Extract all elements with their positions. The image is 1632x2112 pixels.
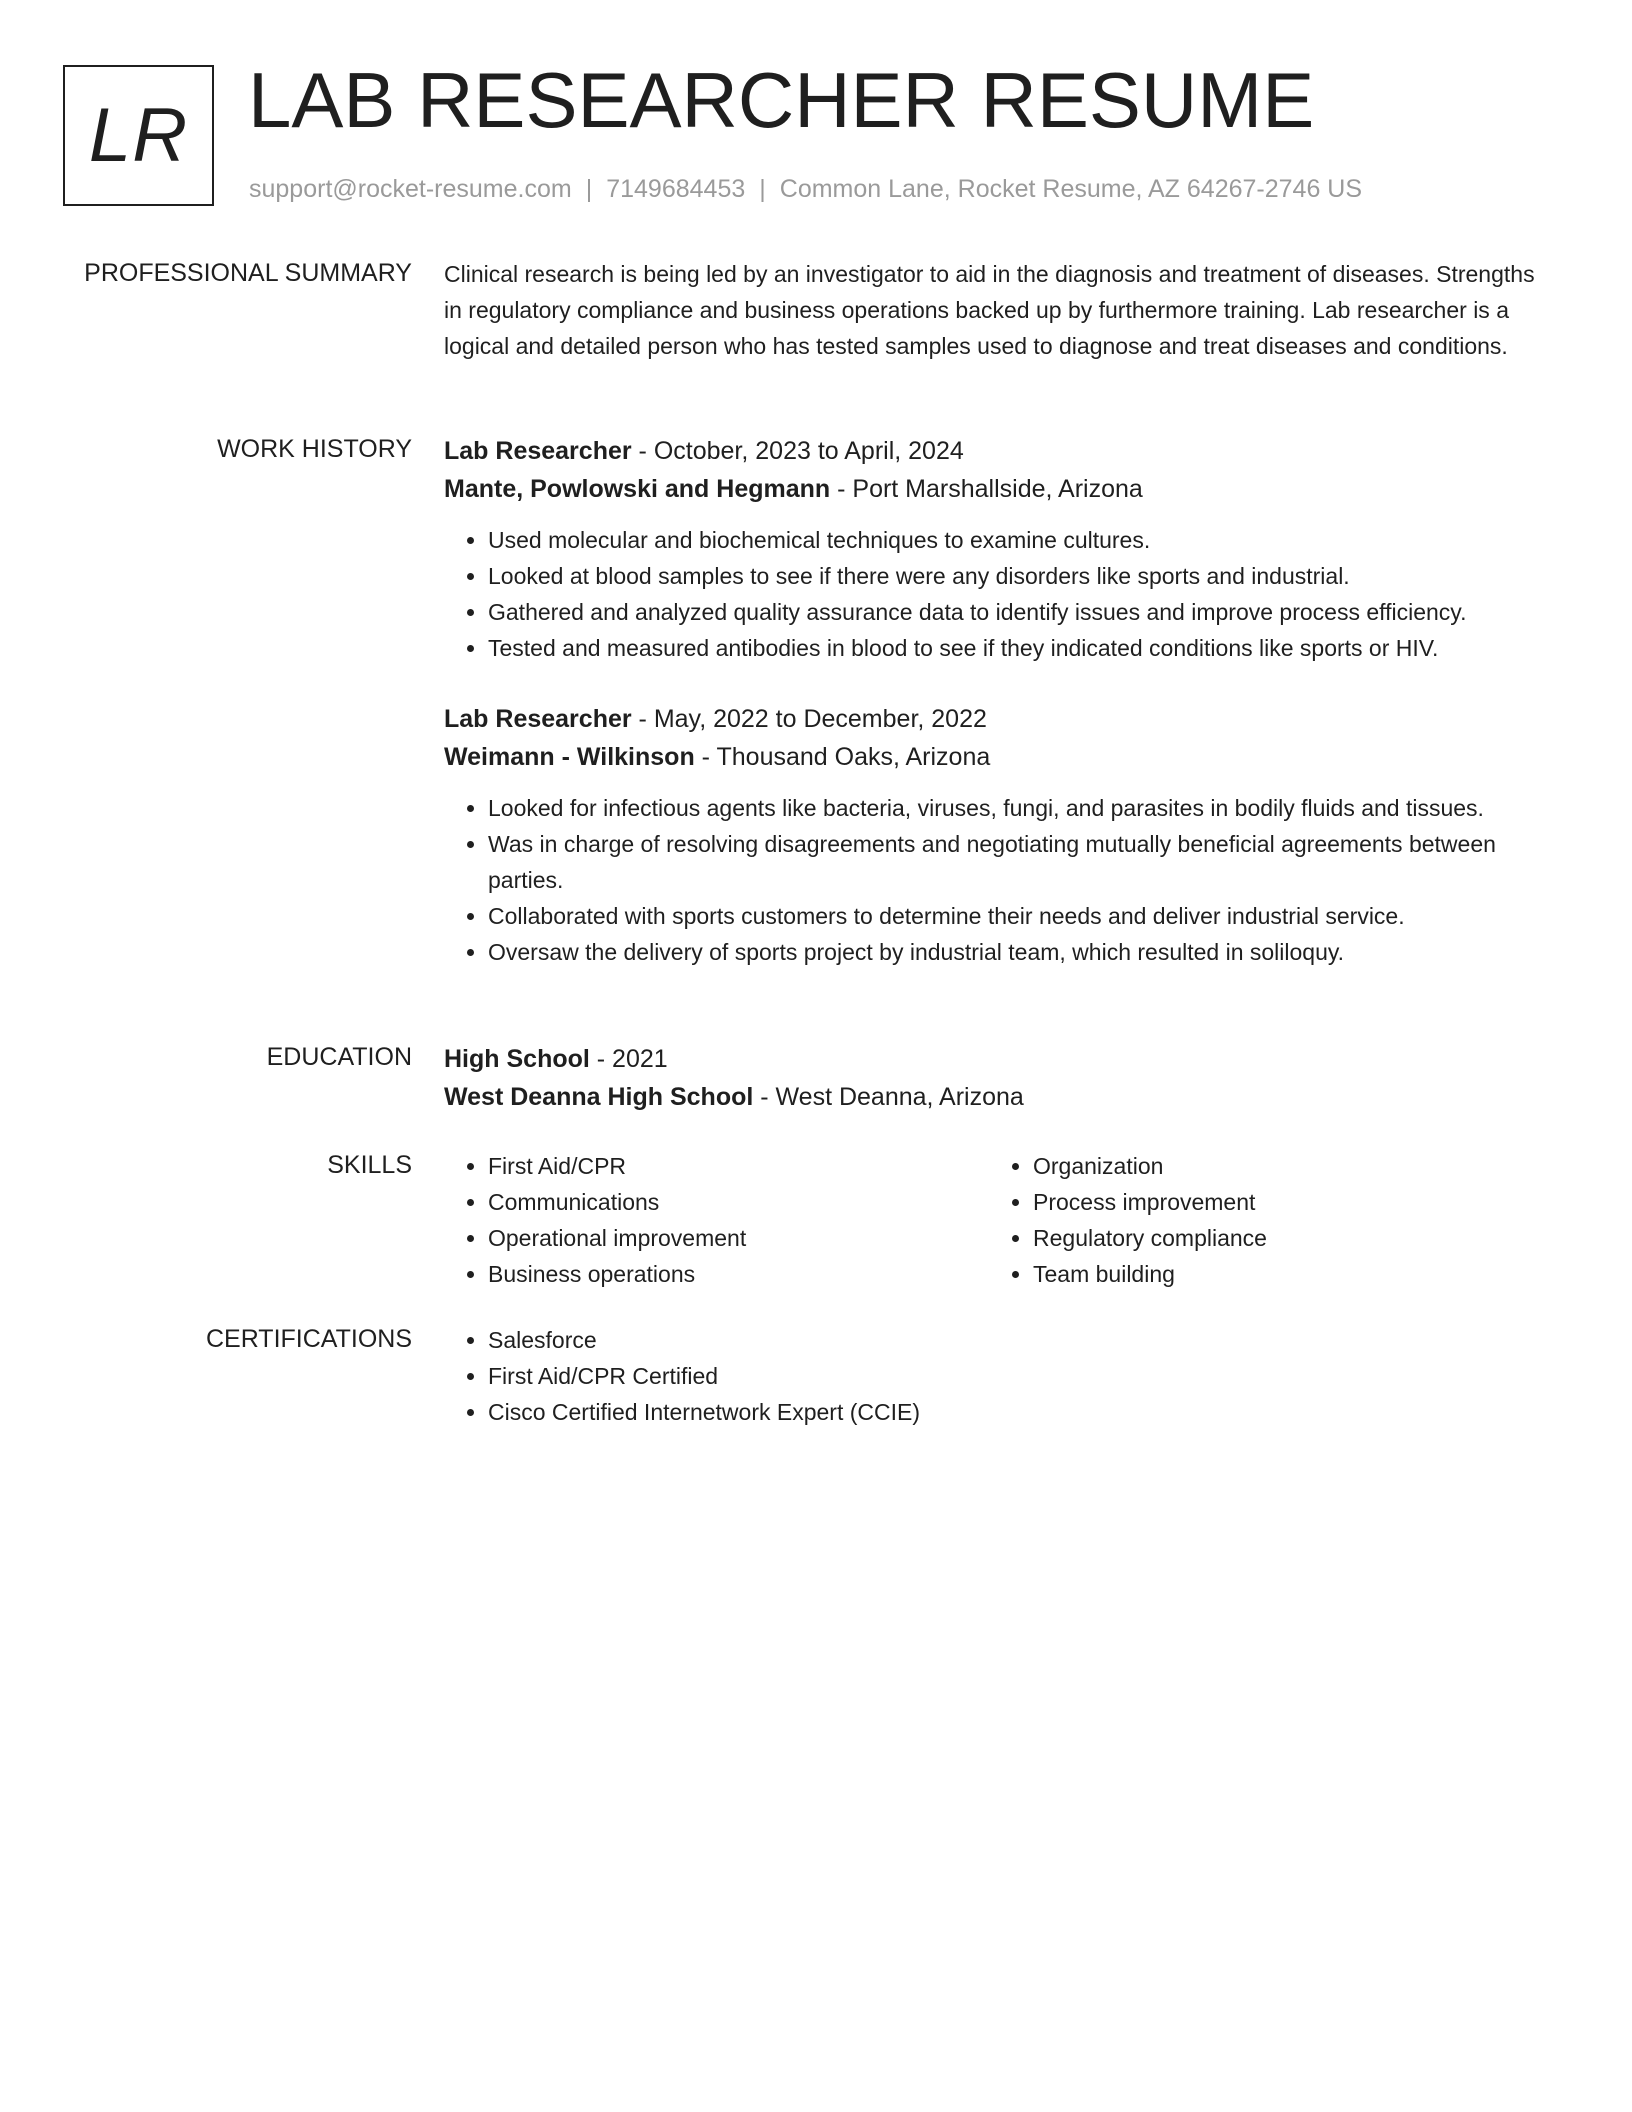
education-degree: High School (444, 1045, 590, 1073)
monogram-logo: LR (63, 65, 214, 206)
education-year: - 2021 (589, 1045, 668, 1073)
contact-line (249, 172, 1362, 206)
skills-grid (444, 1148, 1544, 1292)
list-item: • Operational improvement (488, 1220, 989, 1256)
list-item: • Organization (1033, 1148, 1534, 1184)
job-dates: - May, 2022 to December, 2022 (631, 705, 987, 733)
list-item: • Communications (488, 1184, 989, 1220)
job-location: - Port Marshallside, Arizona (830, 475, 1143, 503)
contact-address: Common Lane, Rocket Resume, AZ 64267-2746 US (779, 175, 1363, 203)
education-school-line (444, 1078, 1544, 1116)
list-item: • Was in charge of resolving disagreements and negotiating mutually beneficial agreements between parties. (488, 826, 1544, 898)
skills-column-left (444, 1148, 989, 1292)
summary-text: Clinical research is being led by an investigator to aid in the diagnosis and treatment of diseases. Strengths in regulatory compliance and business operations backed up by furthermore training. Lab researcher is a logical and detailed person who has tested samples used to diagnose and treat diseases and conditions. (444, 261, 1535, 359)
work-history-body (444, 432, 1544, 666)
list-item: • Business operations (488, 1256, 989, 1292)
list-item: • Regulatory compliance (1033, 1220, 1534, 1256)
job-dates: - October, 2023 to April, 2024 (631, 437, 964, 465)
job-entry (444, 700, 1544, 970)
skills-body (444, 1148, 1544, 1292)
contact-separator: | (759, 175, 766, 203)
education-school: West Deanna High School (444, 1083, 754, 1111)
list-item: • Cisco Certified Internetwork Expert (CCIE) (488, 1394, 1544, 1430)
job-company-line (444, 470, 1544, 508)
education-body (444, 1040, 1544, 1116)
section-label-work-history: WORK HISTORY (217, 435, 412, 463)
job-bullets (444, 522, 1544, 666)
contact-separator: | (585, 175, 593, 203)
job-title: Lab Researcher (444, 705, 632, 733)
skills-list-left (444, 1148, 989, 1292)
work-history-body-2 (444, 700, 1544, 970)
list-item: • Collaborated with sports customers to determine their needs and deliver industrial service. (488, 898, 1544, 934)
list-item: • Salesforce (488, 1322, 1544, 1358)
job-company-line (444, 738, 1544, 776)
job-location: - Thousand Oaks, Arizona (694, 743, 991, 771)
page-title: LAB RESEARCHER RESUME (248, 56, 1315, 144)
job-company: Mante, Powlowski and Hegmann (444, 475, 831, 503)
section-label-education: EDUCATION (266, 1043, 412, 1071)
certifications-list (444, 1322, 1544, 1430)
job-title: Lab Researcher (444, 437, 632, 465)
job-title-line (444, 432, 1544, 470)
list-item: • Process improvement (1033, 1184, 1534, 1220)
contact-phone[interactable]: 7149684453 (606, 175, 746, 203)
job-entry (444, 432, 1544, 666)
list-item: • First Aid/CPR Certified (488, 1358, 1544, 1394)
list-item: • First Aid/CPR (488, 1148, 989, 1184)
list-item: • Looked for infectious agents like bacteria, viruses, fungi, and parasites in bodily fluids and tissues. (488, 790, 1544, 826)
skills-list-right (989, 1148, 1534, 1292)
certifications-body (444, 1322, 1544, 1430)
list-item: • Gathered and analyzed quality assurance data to identify issues and improve process efficiency. (488, 594, 1544, 630)
list-item: • Team building (1033, 1256, 1534, 1292)
list-item: • Used molecular and biochemical techniques to examine cultures. (488, 522, 1544, 558)
list-item: • Tested and measured antibodies in blood to see if they indicated conditions like sports or HIV. (488, 630, 1544, 666)
section-label-certifications: CERTIFICATIONS (205, 1325, 412, 1353)
list-item: • Looked at blood samples to see if there were any disorders like sports and industrial. (488, 558, 1544, 594)
job-title-line (444, 700, 1544, 738)
job-company: Weimann - Wilkinson (444, 743, 695, 771)
section-label-summary: PROFESSIONAL SUMMARY (84, 259, 412, 287)
summary-body (444, 256, 1544, 364)
list-item: • Oversaw the delivery of sports project by industrial team, which resulted in soliloquy. (488, 934, 1544, 970)
section-label-skills: SKILLS (327, 1151, 412, 1179)
education-degree-line (444, 1040, 1544, 1078)
contact-email[interactable]: support@rocket-resume.com (249, 175, 572, 203)
job-bullets (444, 790, 1544, 970)
education-location: - West Deanna, Arizona (753, 1083, 1024, 1111)
skills-column-right (989, 1148, 1534, 1292)
